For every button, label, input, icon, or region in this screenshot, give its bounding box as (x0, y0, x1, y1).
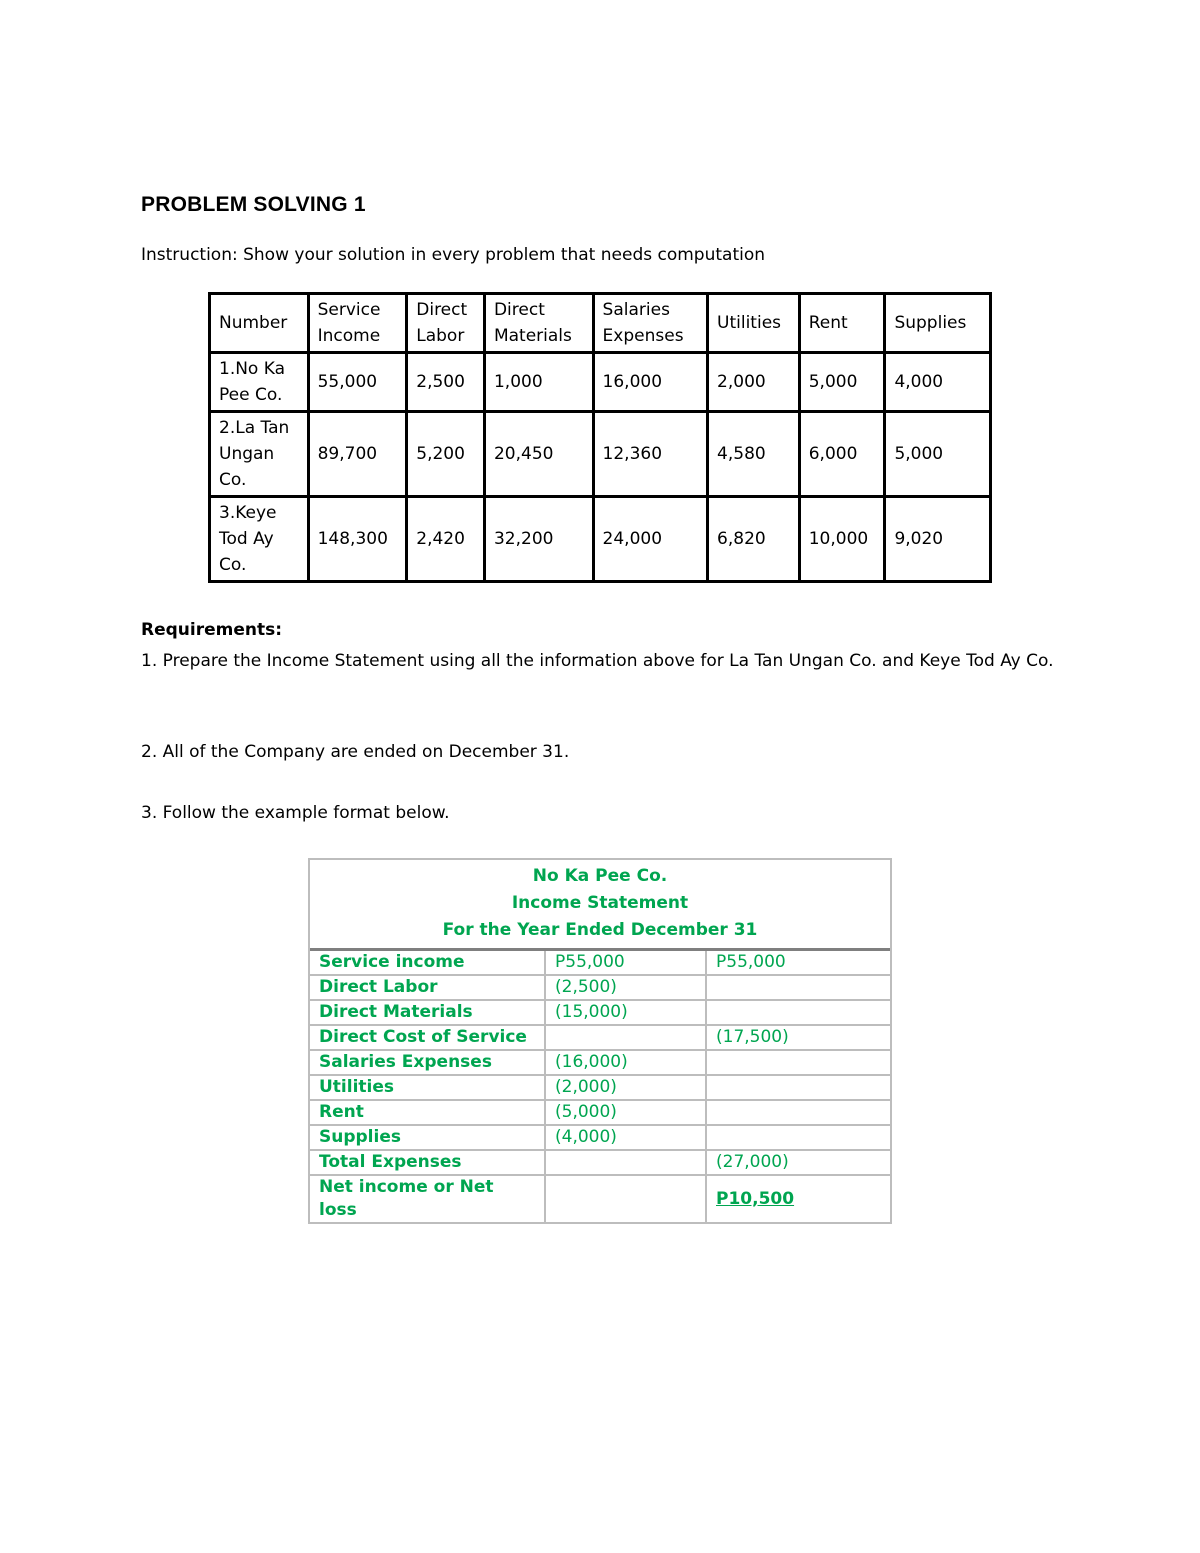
column-header: Salaries Expenses (593, 294, 707, 353)
page-title: PROBLEM SOLVING 1 (141, 193, 366, 216)
statement-label: Utilities (310, 1075, 545, 1100)
statement-row (310, 1025, 890, 1050)
statement-row (310, 951, 890, 975)
instruction-text: Instruction: Show your solution in every problem that needs computation (141, 245, 766, 265)
column-header: Service Income (308, 294, 407, 353)
statement-amount (545, 1150, 706, 1175)
statement-label: Service income (310, 951, 545, 975)
value-cell: 32,200 (484, 497, 593, 582)
statement-label: Salaries Expenses (310, 1050, 545, 1075)
income-statement (308, 858, 892, 1224)
statement-amount: (2,500) (545, 975, 706, 1000)
value-cell: 10,000 (799, 497, 885, 582)
table-row (210, 353, 991, 412)
statement-row (310, 1125, 890, 1150)
value-cell: 55,000 (308, 353, 407, 412)
statement-label: Direct Labor (310, 975, 545, 1000)
statement-amount: P10,500 (706, 1175, 890, 1222)
statement-row (310, 1100, 890, 1125)
value-cell: 4,000 (885, 353, 991, 412)
statement-label: Rent (310, 1100, 545, 1125)
column-header: Rent (799, 294, 885, 353)
statement-header (310, 860, 890, 951)
table-row (210, 497, 991, 582)
statement-name: Income Statement (511, 893, 689, 913)
statement-amount: (2,000) (545, 1075, 706, 1100)
statement-amount (545, 1175, 706, 1222)
statement-amount (706, 1000, 890, 1025)
column-header: Supplies (885, 294, 991, 353)
statement-period: For the Year Ended December 31 (442, 920, 758, 940)
statement-row (310, 1050, 890, 1075)
statement-row (310, 1150, 890, 1175)
statement-amount: P55,000 (545, 951, 706, 975)
statement-amount (545, 1025, 706, 1050)
value-cell: 24,000 (593, 497, 707, 582)
statement-amount (706, 1075, 890, 1100)
value-cell: 9,020 (885, 497, 991, 582)
column-header: Utilities (708, 294, 800, 353)
value-cell: 6,000 (799, 412, 885, 497)
requirements-heading: Requirements: (141, 620, 283, 640)
statement-amount (706, 975, 890, 1000)
statement-row (310, 1175, 890, 1222)
value-cell: 89,700 (308, 412, 407, 497)
statement-amount: (5,000) (545, 1100, 706, 1125)
statement-amount: (17,500) (706, 1025, 890, 1050)
statement-label: Net income or Net loss (310, 1175, 545, 1222)
table-row (210, 412, 991, 497)
requirement-item-1: 1. Prepare the Income Statement using all the information above for La Tan Ungan Co. and Keye Tod Ay Co. (141, 651, 1054, 671)
table-header-row (210, 294, 991, 353)
requirement-item-3: 3. Follow the example format below. (141, 803, 450, 823)
statement-label: Total Expenses (310, 1150, 545, 1175)
value-cell: 6,820 (708, 497, 800, 582)
statement-amount (706, 1050, 890, 1075)
column-header: Direct Materials (484, 294, 593, 353)
statement-amount (706, 1100, 890, 1125)
statement-row (310, 1000, 890, 1025)
company-cell: 3.Keye Tod Ay Co. (210, 497, 309, 582)
statement-amount: (15,000) (545, 1000, 706, 1025)
value-cell: 16,000 (593, 353, 707, 412)
statement-company: No Ka Pee Co. (532, 866, 668, 886)
column-header: Number (210, 294, 309, 353)
value-cell: 148,300 (308, 497, 407, 582)
statement-amount: (27,000) (706, 1150, 890, 1175)
value-cell: 12,360 (593, 412, 707, 497)
statement-amount: (16,000) (545, 1050, 706, 1075)
company-cell: 1.No Ka Pee Co. (210, 353, 309, 412)
value-cell: 20,450 (484, 412, 593, 497)
value-cell: 2,000 (708, 353, 800, 412)
value-cell: 1,000 (484, 353, 593, 412)
statement-table (310, 951, 890, 1222)
statement-row (310, 975, 890, 1000)
value-cell: 5,000 (799, 353, 885, 412)
value-cell: 5,000 (885, 412, 991, 497)
statement-amount: (4,000) (545, 1125, 706, 1150)
statement-label: Direct Materials (310, 1000, 545, 1025)
statement-label: Supplies (310, 1125, 545, 1150)
statement-row (310, 1075, 890, 1100)
value-cell: 2,500 (407, 353, 485, 412)
statement-amount: P55,000 (706, 951, 890, 975)
data-table (208, 292, 992, 583)
value-cell: 2,420 (407, 497, 485, 582)
company-cell: 2.La Tan Ungan Co. (210, 412, 309, 497)
requirement-item-2: 2. All of the Company are ended on December 31. (141, 742, 570, 762)
statement-amount (706, 1125, 890, 1150)
value-cell: 4,580 (708, 412, 800, 497)
statement-label: Direct Cost of Service (310, 1025, 545, 1050)
value-cell: 5,200 (407, 412, 485, 497)
column-header: Direct Labor (407, 294, 485, 353)
